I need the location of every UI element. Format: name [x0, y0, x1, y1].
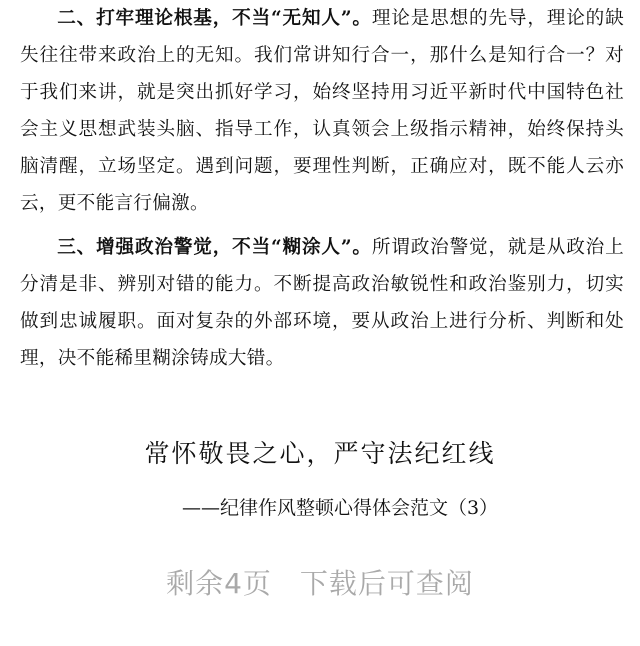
paragraph-body: 理论是思想的先导，理论的缺失往往带来政治上的无知。我们常讲知行合一，那什么是知行合一？对于我们来讲，就是突出抓好学习，始终坚持用习近平新时代中国特色社会主义思想武装头脑、指导工作，认真领会上级指示精神，始终保持头脑清醒，立场坚定。遇到问题，要理性判断，正确应对，既不能人云亦云，更不能言行偏激。 — [20, 8, 624, 214]
download-action-label: 下载后可查阅 — [299, 567, 474, 600]
paragraph-heading: 三、增强政治警觉，不当“糊涂人”。 — [57, 237, 372, 258]
paragraph-heading: 二、打牢理论根基，不当“无知人”。 — [57, 8, 372, 29]
paragraph-political-alertness — [20, 229, 624, 377]
section-title: 常怀敬畏之心，严守法纪红线 — [144, 439, 496, 468]
paragraph-theory-foundation — [20, 0, 624, 222]
section-subtitle: ——纪律作风整顿心得体会范文（3） — [181, 497, 499, 519]
paragraph-body: 所谓政治警觉，就是从政治上分清是非、辨别对错的能力。不断提高政治敏锐性和政治鉴别力，切实做到忠诚履职。面对复杂的外部环境，要从政治上进行分析、判断和处理，决不能稀里糊涂铸成大错。 — [20, 237, 624, 369]
download-more-button[interactable] — [0, 556, 640, 616]
remaining-pages-label: 剩余4页 — [166, 567, 272, 600]
